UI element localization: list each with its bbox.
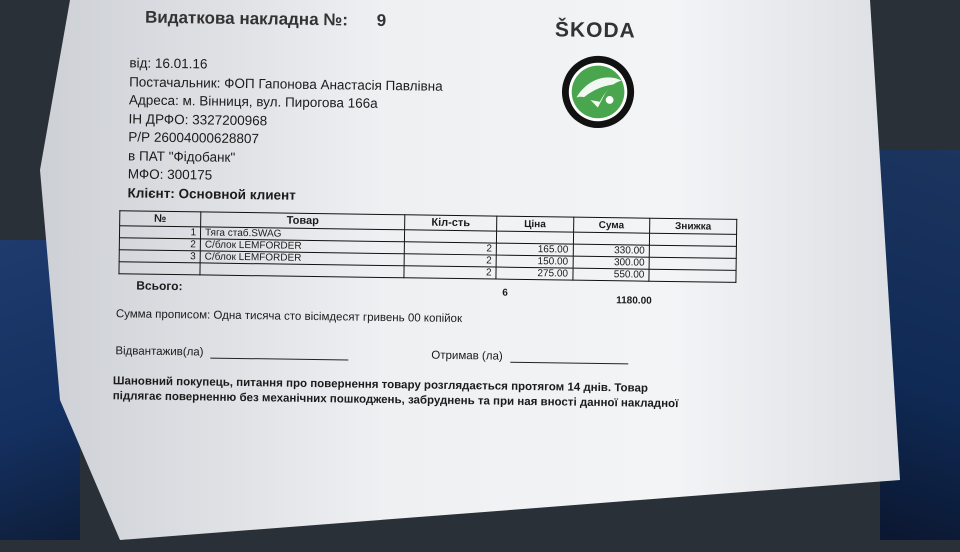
invoice-title xyxy=(145,8,386,31)
client-name: Клієнт: Основной клиент xyxy=(127,184,296,203)
shipped-label: Відвантажив(ла) xyxy=(115,345,204,359)
row-qty: 2 xyxy=(404,242,496,255)
row-num: 2 xyxy=(119,238,200,251)
row-qty: 2 xyxy=(404,254,496,267)
supplier-address: Адреса: м. Вінниця, вул. Пирогова 166а xyxy=(128,92,378,111)
supplier-info xyxy=(127,54,443,206)
row-product: С/блок LEMFORDER xyxy=(200,251,404,266)
supplier-tax-id: ІН ДРФО: 3327200968 xyxy=(128,110,268,128)
invoice-date: від: 16.01.16 xyxy=(129,55,208,72)
totals-label: Всього: xyxy=(136,278,183,294)
supplier-mfo: МФО: 300175 xyxy=(127,166,213,183)
skoda-logo-icon xyxy=(559,52,638,131)
supplier-bank: в ПАТ "Фідобанк" xyxy=(128,147,236,165)
row-price: 150.00 xyxy=(496,255,573,268)
row-price xyxy=(497,231,574,244)
row-product: Тяга стаб.SWAG xyxy=(200,227,404,242)
totals-qty: 6 xyxy=(502,287,508,299)
totals-row xyxy=(136,279,736,307)
items-table xyxy=(118,210,737,283)
supplier-name: Постачальник: ФОП Гапонова Анастасія Павлівна xyxy=(129,73,443,94)
brand-name: ŠKODA xyxy=(554,18,636,43)
row-product xyxy=(200,263,404,278)
header-qty: Кіл-сть xyxy=(405,215,497,231)
invoice-number: 9 xyxy=(376,10,387,30)
supplier-account: Р/Р 26004000628807 xyxy=(128,129,260,147)
return-policy-note: Шановний покупець, питання про повернення товару розглядається протягом 14 днів. Товар підлягає поверненню без механічних пошкоджень, забруднень та при ная вності данної накладної xyxy=(112,375,679,410)
received-label: Отримав (ла) xyxy=(431,349,503,363)
received-signature xyxy=(431,349,628,365)
sum-in-words: Сумма прописом: Одна тисяча сто вісімдесят гривень 00 копійок xyxy=(115,308,463,326)
shipped-signature-line xyxy=(211,346,349,361)
row-sum: 300.00 xyxy=(573,256,650,269)
header-price: Ціна xyxy=(497,216,574,232)
totals-sum: 1180.00 xyxy=(616,295,652,307)
row-num: 1 xyxy=(119,226,200,239)
shipped-signature xyxy=(115,344,349,360)
row-product: С/блок LEMFORDER xyxy=(200,239,404,254)
row-sum: 550.00 xyxy=(572,268,649,281)
invoice-title-text: Видаткова накладна №: xyxy=(144,7,349,30)
row-sum xyxy=(573,232,650,245)
header-sum: Сума xyxy=(573,217,650,233)
received-signature-line xyxy=(510,350,628,365)
row-discount xyxy=(649,269,736,282)
header-num: № xyxy=(120,211,201,227)
header-product: Товар xyxy=(201,212,405,230)
row-num xyxy=(119,262,200,275)
row-qty: 2 xyxy=(404,266,496,279)
row-price: 165.00 xyxy=(496,243,573,256)
row-price: 275.00 xyxy=(496,267,573,280)
header-discount: Знижка xyxy=(649,218,736,234)
row-num: 3 xyxy=(119,250,200,263)
row-sum: 330.00 xyxy=(573,244,650,257)
